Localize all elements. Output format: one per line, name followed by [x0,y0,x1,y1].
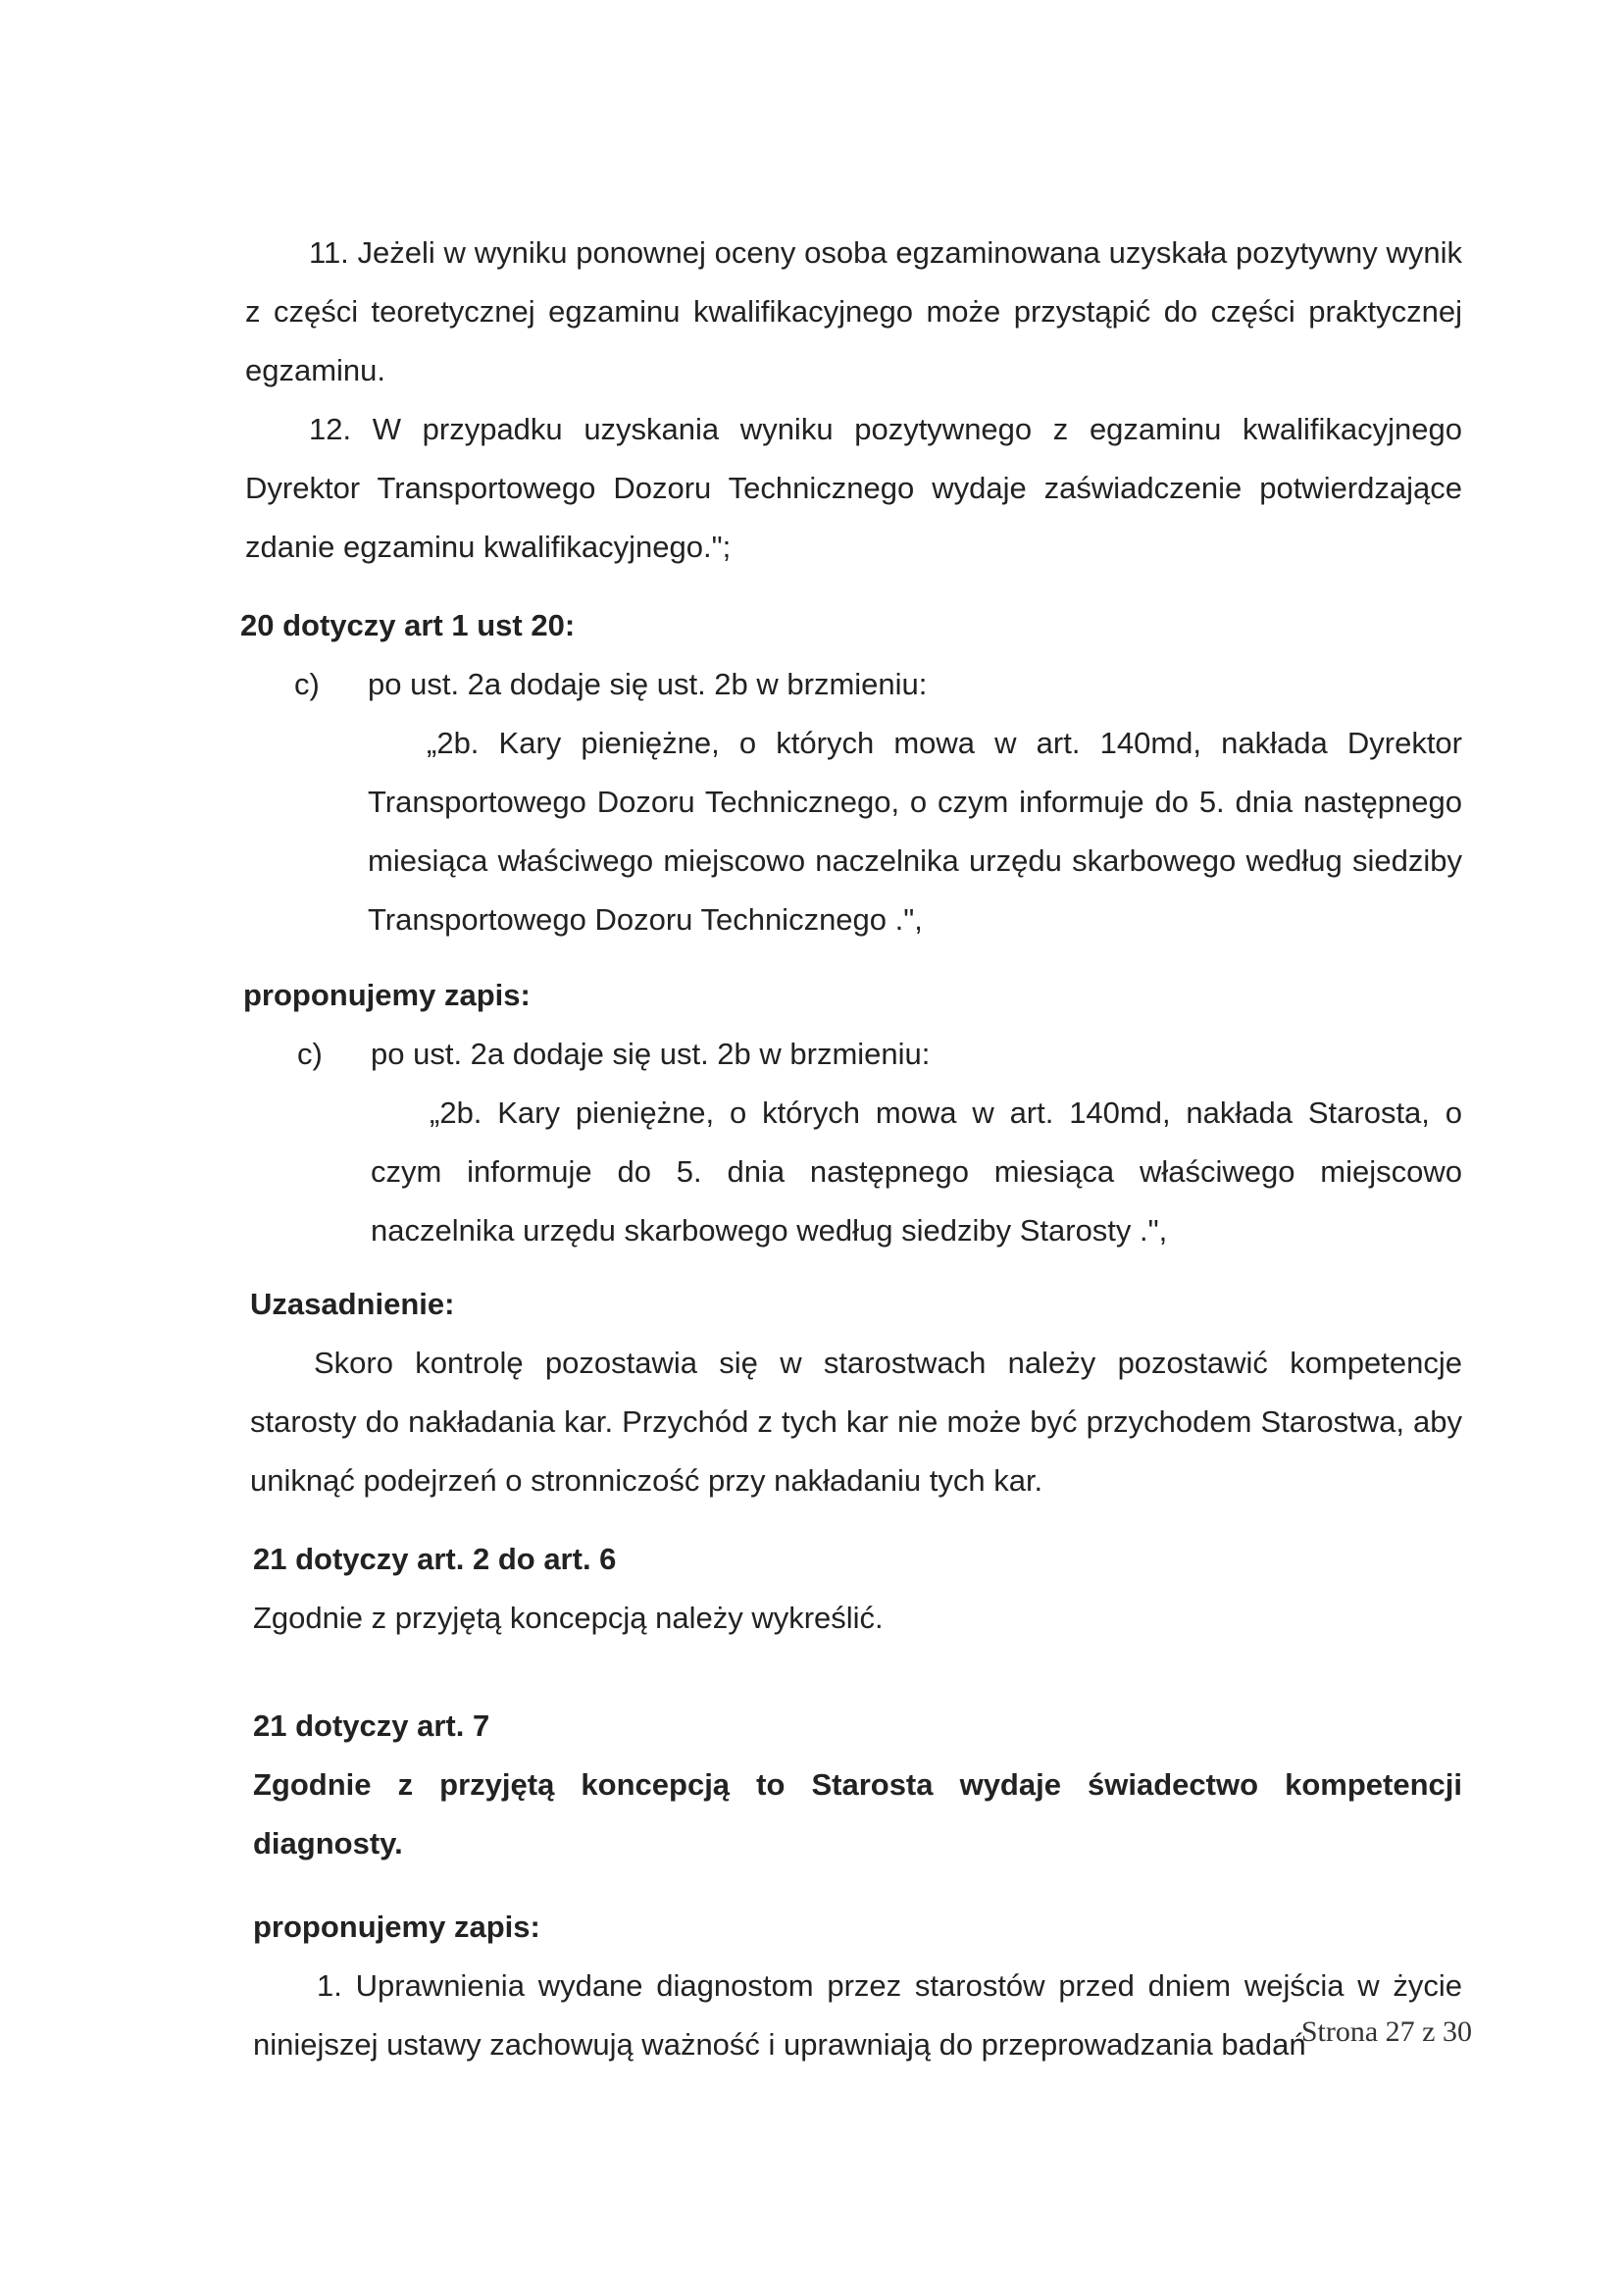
block-section-21b [253,1697,1462,1873]
heading-justification: Uzasadnienie: [250,1287,455,1321]
quote-proposed: „2b. Kary pieniężne, o których mowa w art. 140md, nakłada Starosta, o czym informuje do 5. dnia następnego miesiąca właściwego miejscowo naczelnika urzędu skarbowego według siedziby Starosty .", [371,1096,1462,1248]
heading-proposal-2: proponujemy zapis: [253,1910,540,1944]
paragraph-21b: Zgodnie z przyjętą koncepcją to Starosta wydaje świadectwo kompetencji diagnosty. [253,1767,1462,1861]
quote-original: „2b. Kary pieniężne, o których mowa w art. 140md, nakłada Dyrektor Transportowego Dozoru Technicznego, o czym informuje do 5. dnia następnego miesiąca właściwego miejscowo naczelnika urzędu skarbowego według siedziby Transportowego Dozoru Technicznego .", [368,726,1462,937]
block-proposal-2 [253,1898,1462,2074]
heading-21-art-2-6: 21 dotyczy art. 2 do art. 6 [253,1542,617,1576]
block-justification [250,1275,1462,1510]
item-text: po ust. 2a dodaje się ust. 2b w brzmieniu: [368,667,928,701]
block-proposal [243,966,1462,1260]
paragraph-21a: Zgodnie z przyjętą koncepcją należy wykreślić. [253,1601,884,1635]
heading-21-art-7: 21 dotyczy art. 7 [253,1708,490,1743]
block-section-21a [253,1530,1462,1648]
item-c-original [240,655,1462,714]
item-label: c) [294,667,320,701]
block-top [245,224,1462,577]
page-number: Strona 27 z 30 [1300,2015,1472,2048]
item-c-proposed [243,1025,1462,1084]
block-section-20 [240,596,1462,949]
paragraph-uprawnienia: 1. Uprawnienia wydane diagnostom przez starostów przed dniem wejścia w życie niniejszej ustawy zachowują ważność i uprawniają do przeprowadzania badań [253,1968,1462,2062]
paragraph-justification: Skoro kontrolę pozostawia się w starostwach należy pozostawić kompetencje starosty do nakładania kar. Przychód z tych kar nie może być przychodem Starostwa, aby uniknąć podejrzeń o stronniczość przy nakładaniu tych kar. [250,1346,1462,1498]
heading-proposal: proponujemy zapis: [243,978,531,1012]
paragraph-11: 11. Jeżeli w wyniku ponownej oceny osoba egzaminowana uzyskała pozytywny wynik z części teoretycznej egzaminu kwalifikacyjnego może przystąpić do części praktycznej egzaminu. [245,235,1462,387]
heading-20: 20 dotyczy art 1 ust 20: [240,608,576,642]
item-label: c) [297,1037,323,1071]
item-text: po ust. 2a dodaje się ust. 2b w brzmieniu: [371,1037,931,1071]
paragraph-12: 12. W przypadku uzyskania wyniku pozytywnego z egzaminu kwalifikacyjnego Dyrektor Transportowego Dozoru Technicznego wydaje zaświadczenie potwierdzające zdanie egzaminu kwalifikacyjnego."; [245,412,1462,564]
